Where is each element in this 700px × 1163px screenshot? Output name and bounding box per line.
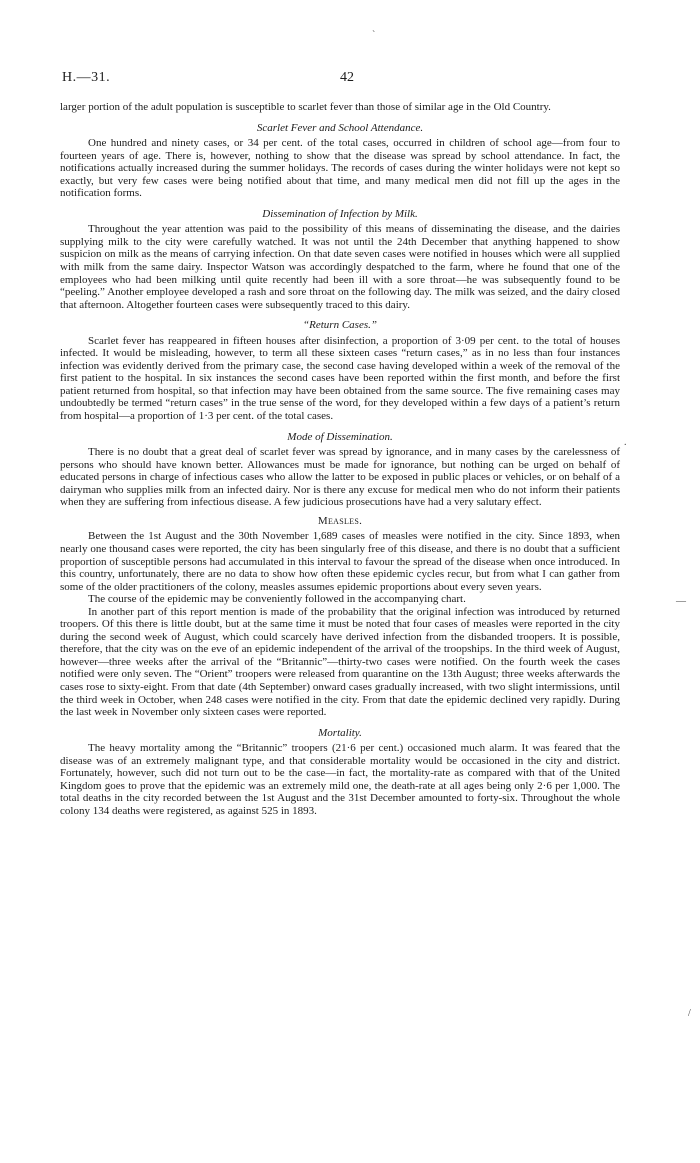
margin-dot-mark: . [624,437,627,448]
continued-paragraph: larger portion of the adult population is susceptible to scarlet fever than those of similar age in the Old Country. [60,101,551,113]
paragraph-return-cases: Scarlet fever has reappeared in fifteen houses after disinfection, a proportion of 3·09 per cent. to the total of houses infected. It would be misleading, however, to term all these sixteen cases “return cases,” as in no less than four instances infection was evidently derived from the primary case, the second case having developed within a week of the removal of the first patient to the hospital. In six instances the second cases have been reported within the first month, and before the first patient returned from hospital, so that infection may have been obtained from the same source. The five remaining cases may undoubtedly be termed “return cases” in the true sense of the word, for they developed within a few days of a patient’s return from hospital—a proportion of 1·3 per cent. of the total cases. [60,334,620,423]
heading-mortality: Mortality. [318,726,362,739]
heading-milk-infection: Dissemination of Infection by Milk. [262,207,418,220]
margin-tick-mark: ` [372,30,376,41]
page-number: 42 [340,70,354,85]
margin-slash-mark: / [688,1008,691,1019]
paragraph-mode-of-dissemination: There is no doubt that a great deal of scarlet fever was spread by ignorance, and in many cases by the carelessness of persons who should have known better. Allowances must be made for ignorance, but nothing can be urged on behalf of educated persons in charge of infectious cases who allow the latter to be exposed in public places or vehicles, or on behalf of a dairyman who supplies milk from an infected dairy. Nor is there any excuse for medical men who do not inform their patients when they are suffering from infectious disease. A few judicious prosecutions have had a very salutary effect. [60,446,620,509]
paragraph-milk-infection: Throughout the year attention was paid to the possibility of this means of disseminating the disease, and the dairies supplying milk to the city were carefully watched. It was not until the 24th December that anything happened to show suspicion on milk as the means of carrying infection. On that date seven cases were notified in houses which were all supplied with milk from the same dairy. Inspector Watson was accordingly despatched to the farm, where he found that one of the employees who had been milking until quite recently had been ill with a sore throat—he was subsequently found to be “peeling.” Another employee developed a rash and sore throat on the following day. The milk was seized, and the dairy closed that afternoon. Altogether fourteen cases were subsequently traced to this dairy. [60,223,620,311]
heading-school-attendance: Scarlet Fever and School Attendance. [256,121,424,134]
body-text [60,101,620,817]
document-reference: H.—31. [62,70,111,85]
heading-return-cases: “Return Cases.” [303,319,377,332]
heading-measles: Measles. [317,514,363,527]
paragraph-mortality: The heavy mortality among the “Britannic” troopers (21·6 per cent.) occasioned much alarm. It was feared that the disease was of an extremely malignant type, and that considerable mortality would be occasioned in the city and district. Fortunately, however, such did not turn out to be the case—in fact, the mortality-rate as compared with that of the United Kingdom goes to prove that the epidemic was an extremely mild one, the death-rate at all ages being only 2·6 per 1,000. The total deaths in the city recorded between the 1st August and the 31st December amounted to forty-six. Throughout the whole colony 134 deaths were registered, as against 525 in 1893. [60,742,620,817]
page-header [60,70,620,90]
paragraph-troopers: In another part of this report mention is made of the probability that the original infection was introduced by returned troopers. Of this there is little doubt, but at the same time it must be noted that four cases of measles were reported in the city during the second week of August, which could scarcely have derived infection from the disbanded troopers. It is possible, therefore, that the city was on the eve of an epidemic independent of the arrival of the troopships. In the third week of August, however—three weeks after the arrival of the “Britannic”—thirty-two cases were notified. On the fourth week the cases notified were only seven. The “Orient” troopers were released from quarantine on the 13th August; three weeks afterwards the cases rose to sixty-eight. From that date (4th September) onward cases gradually increased, with two slight intermissions, until the third week in October, when 248 cases were notified in the city. From that date the epidemic declined very rapidly. During the last week in November only sixteen cases were reported. [60,605,620,719]
heading-mode-of-dissemination: Mode of Dissemination. [287,430,393,443]
paragraph-measles: Between the 1st August and the 30th November 1,689 cases of measles were notified in the city. Since 1893, when nearly one thousand cases were reported, the city has been singularly free of this disease, and there is no doubt that a sufficient proportion of susceptible persons had accumulated in this interval to favour the spread of the disease when once introduced. In this country, unfortunately, there are no data to show how often these epidemic cycles recur, but from what I can gather from some of the older practitioners of the colony, measles assumes epidemic proportions about every seven years. [60,530,620,593]
paragraph-school-attendance: One hundred and ninety cases, or 34 per cent. of the total cases, occurred in children of school age—from four to fourteen years of age. There is, however, nothing to show that the disease was spread by school attendance. In fact, the notifications actually increased during the summer holidays. The records of cases during the winter holidays were not kept so exactly, but very few cases were being notified about that time, and many medical men did not fill up the ages in the notification forms. [60,137,620,200]
margin-dash-mark: — [676,596,686,607]
paragraph-epidemic-chart: The course of the epidemic may be conveniently followed in the accompanying chart. [88,593,466,606]
